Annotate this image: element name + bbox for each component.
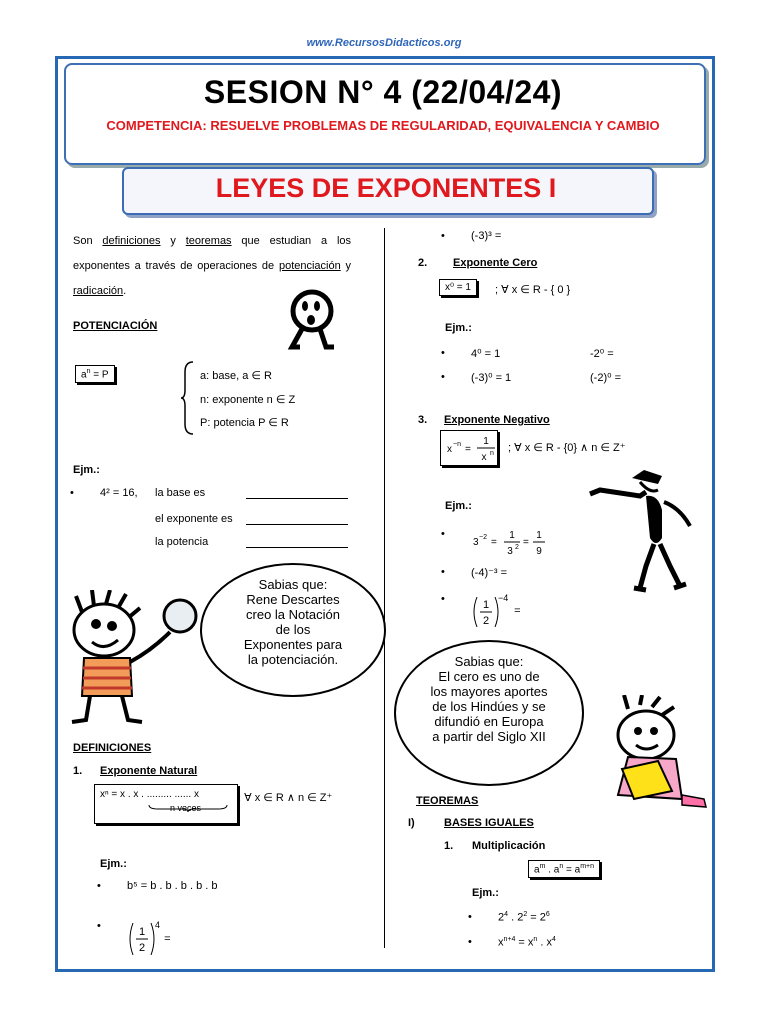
- example-4-squared: • 4² = 16,: [100, 487, 138, 499]
- cloud-descartes: [200, 563, 386, 697]
- label-potencia: la potencia: [155, 536, 209, 548]
- negative-condition: ; ∀ x ∈ R - {0} ∧ n ∈ Z⁺: [508, 442, 626, 454]
- mult-formula-box: $a^m$ . $a^n = a^{m+n}$: [528, 860, 600, 878]
- ejm-cero-label: Ejm.:: [445, 322, 472, 334]
- svg-text:1: • 1: [482, 599, 490, 611]
- svg-text:1: 1: [536, 530, 542, 541]
- svg-text:n: n: [490, 450, 494, 457]
- svg-text:3: • 3: [473, 537, 479, 548]
- cero-ex-3: • (-3)⁰ = 1: [471, 371, 511, 384]
- cloud2-line: los mayores aportes: [430, 684, 548, 699]
- svg-text:2: 2: [482, 615, 490, 627]
- pointing-man-icon: [588, 466, 708, 596]
- def-potencia: P: potencia P ∈ R: [200, 417, 289, 429]
- b5-example: • b⁵ = b . b . b . b . b: [127, 880, 217, 892]
- potencia-formula-box: $a^n = P$: [75, 365, 115, 383]
- site-url[interactable]: www.RecursosDidacticos.org: [306, 37, 462, 49]
- ejm-label: Ejm.:: [73, 464, 100, 476]
- smiley-character-icon: [284, 287, 344, 353]
- svg-text:1: • 1: [138, 926, 146, 938]
- ejm2-label: Ejm.:: [100, 858, 127, 870]
- cloud1-line: la potenciación.: [247, 652, 339, 667]
- ejm4-label: Ejm.:: [472, 887, 499, 899]
- svg-text:−4: −4: [498, 593, 509, 603]
- natural-formula: xⁿ = x . x . ......... ...... x: [100, 789, 199, 800]
- item2-title: Exponente Cero: [453, 257, 538, 269]
- neg-ex-3: [471, 593, 521, 629]
- subtitle: LEYES DE EXPONENTES I: [215, 173, 557, 203]
- def-base: a: base, a ∈ R: [200, 370, 272, 382]
- cloud2-line: Sabias que:: [454, 654, 524, 669]
- column-divider: [384, 228, 385, 948]
- cloud1-line: Exponentes para: [243, 637, 343, 652]
- svg-text:4: 4: [155, 920, 161, 930]
- def-exponente: n: exponente n ∈ Z: [200, 394, 296, 406]
- underbrace-icon: [148, 804, 228, 812]
- svg-text:x: x: [481, 452, 487, 463]
- neg-ex-1: [471, 528, 551, 556]
- item3-number: 3.: [418, 414, 428, 426]
- svg-text:−n: −n: [453, 441, 461, 448]
- svg-text:2: 2: [515, 544, 519, 551]
- cloud1-line: creo la Notación: [246, 607, 340, 622]
- cloud2-line: El cero es uno de: [438, 669, 540, 684]
- neg-ex-3-equals: =: [514, 604, 521, 617]
- ejm3-label: Ejm.:: [445, 500, 472, 512]
- cloud2-line: difundió en Europa: [434, 714, 544, 729]
- cloud2-line: a partir del Siglo XII: [432, 729, 546, 744]
- half-power-4-equals: =: [164, 932, 171, 945]
- natural-condition: ; ∀ x ∈ R ∧ n ∈ Z⁺: [238, 792, 333, 804]
- cloud-hindues: [394, 640, 584, 786]
- cloud2-line: de los Hindúes y se: [432, 699, 546, 714]
- svg-text:=: =: [523, 537, 529, 548]
- cloud1-line: Rene Descartes: [246, 592, 340, 607]
- cero-ex-4: (-2)⁰ =: [590, 372, 621, 384]
- answer-line-potencia[interactable]: [246, 547, 348, 548]
- brace-icon: [181, 360, 195, 436]
- mult-title: Multiplicación: [472, 840, 546, 852]
- negative-formula-box: [440, 430, 498, 466]
- natural-n-veces: n veces: [170, 803, 202, 813]
- cloud1-line: Sabias que:: [258, 577, 328, 592]
- roman-one: I): [408, 817, 415, 829]
- bases-iguales-heading: BASES IGUALES: [444, 817, 534, 829]
- answer-line-exponente[interactable]: [246, 524, 348, 525]
- intro-paragraph: Son definiciones y teoremas que estudian a los exponentes a través de operaciones de potenciación y radicación.: [73, 235, 352, 297]
- svg-text:1: 1: [483, 436, 489, 447]
- cero-condition: ; ∀ x ∈ R - { 0 }: [495, 284, 571, 296]
- cloud1-line: de los: [275, 622, 311, 637]
- svg-text:x: x: [447, 444, 452, 455]
- neg3-cubed: • (-3)³ =: [471, 230, 501, 242]
- half-power-4-example: [127, 920, 171, 958]
- mult-ex-2: • $x^{n+4} = x^n$ . $x^4$: [498, 936, 556, 949]
- item1-number: 1.: [73, 765, 83, 777]
- mult-number: 1.: [444, 840, 454, 852]
- fraction-one-half-icon: [127, 920, 161, 958]
- svg-text:=: =: [491, 537, 497, 548]
- neg-ex-1-formula-icon: [471, 528, 551, 556]
- cero-ex-1: • 4⁰ = 1: [471, 347, 500, 360]
- potenciacion-heading: POTENCIACIÓN: [73, 320, 158, 332]
- teoremas-heading: TEOREMAS: [416, 795, 479, 807]
- svg-text:1: 1: [509, 530, 515, 541]
- svg-text:−2: −2: [479, 534, 487, 541]
- svg-text:2: 2: [138, 942, 146, 954]
- mult-ex-1: • $2^4$ . $2^2 = 2^6$: [498, 911, 550, 924]
- definiciones-heading: DEFINICIONES: [73, 742, 152, 754]
- boy-character-icon: [62, 590, 212, 730]
- item2-number: 2.: [418, 257, 428, 269]
- fraction-one-half-neg4-icon: [471, 593, 511, 629]
- reading-child-icon: [598, 695, 710, 810]
- svg-text:9: 9: [536, 546, 542, 556]
- competencia-text: COMPETENCIA: RESUELVE PROBLEMAS DE REGULARIDAD, EQUIVALENCIA Y CAMBIO: [106, 118, 660, 133]
- svg-text:=: =: [465, 444, 471, 455]
- negative-formula-icon: [441, 431, 497, 465]
- item1-title: Exponente Natural: [100, 765, 198, 777]
- label-base: la base es: [155, 487, 206, 499]
- cero-ex-2: -2⁰ =: [590, 348, 614, 360]
- session-title: SESION N° 4 (22/04/24): [203, 74, 563, 110]
- item3-title: Exponente Negativo: [444, 414, 550, 426]
- svg-text:3: 3: [507, 546, 513, 556]
- label-exponente: el exponente es: [155, 513, 233, 525]
- cero-formula-box: x⁰ = 1: [439, 279, 477, 296]
- neg-ex-2: • (-4)⁻³ =: [471, 566, 507, 579]
- answer-line-base[interactable]: [246, 498, 348, 499]
